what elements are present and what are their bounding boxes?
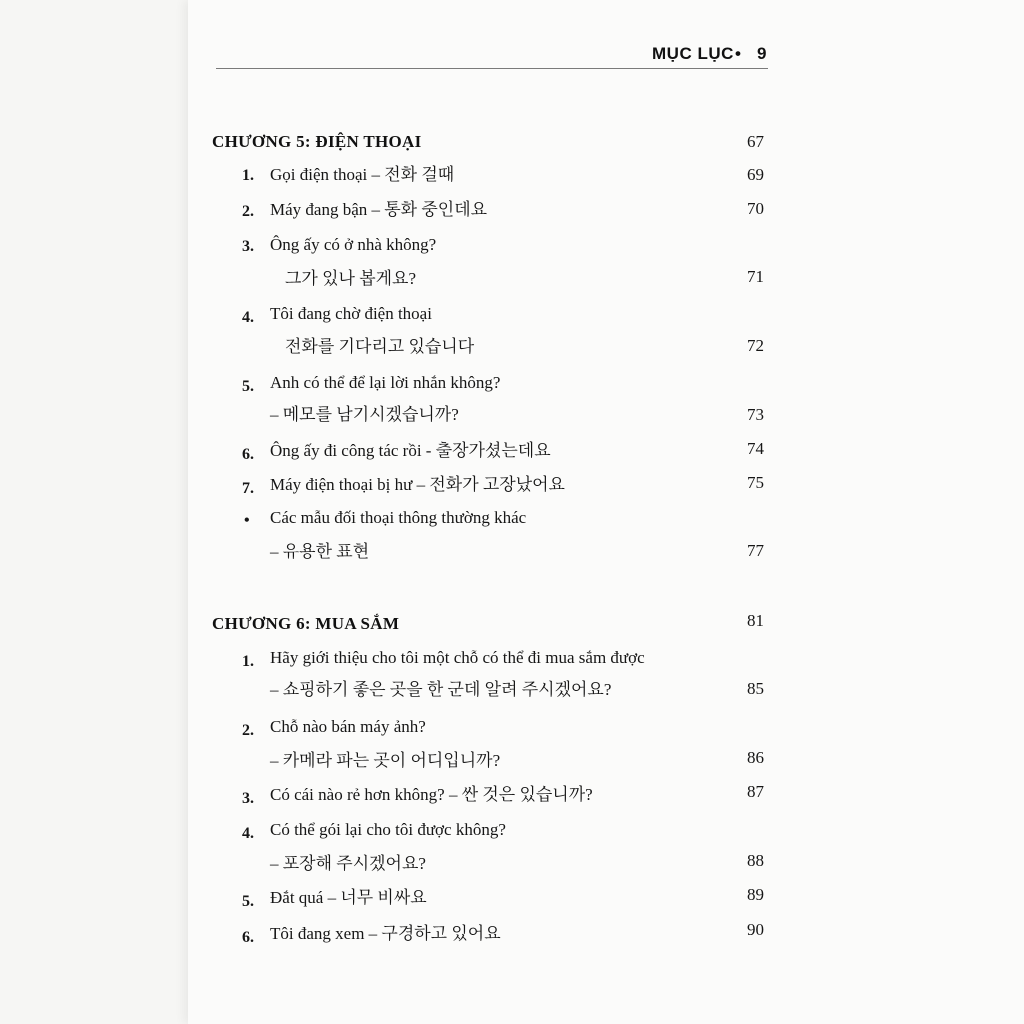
entry-page: 70 xyxy=(747,199,764,218)
item-number: 4. xyxy=(242,309,254,326)
item-number: 3. xyxy=(242,238,254,255)
item-number: 1. xyxy=(242,167,254,184)
toc-entry-continued: – 포장해 주시겠어요? xyxy=(270,854,426,873)
toc-entry: Tôi đang chờ điện thoại xyxy=(270,304,432,323)
entry-page: 85 xyxy=(747,679,764,698)
toc-entry: Gọi điện thoại – 전화 걸때 xyxy=(270,165,455,184)
toc-entry: Tôi đang xem – 구경하고 있어요 xyxy=(270,924,501,943)
toc-entry: Máy đang bận – 통화 중인데요 xyxy=(270,200,488,219)
chapter-title: CHƯƠNG 6: MUA SẮM xyxy=(212,614,400,633)
toc-entry: Có thể gói lại cho tôi được không? xyxy=(270,820,506,839)
entry-page: 87 xyxy=(747,782,764,801)
item-number: 4. xyxy=(242,825,254,842)
entry-page: 71 xyxy=(747,267,764,286)
bullet: • xyxy=(244,512,250,529)
item-number: 7. xyxy=(242,480,254,497)
entry-page: 69 xyxy=(747,165,764,184)
header-separator: • xyxy=(735,44,742,63)
chapter-page: 81 xyxy=(747,611,764,630)
entry-page: 90 xyxy=(747,920,764,939)
toc-entry-continued: 그가 있나 봅게요? xyxy=(285,269,416,288)
toc-entry-continued: – 카메라 파는 곳이 어디입니까? xyxy=(270,751,501,770)
chapter-page: 67 xyxy=(747,132,764,151)
item-number: 3. xyxy=(242,790,254,807)
toc-entry: Các mẫu đối thoại thông thường khác xyxy=(270,508,527,527)
chapter-title: CHƯƠNG 5: ĐIỆN THOẠI xyxy=(212,132,422,151)
item-number: 5. xyxy=(242,893,254,910)
header-title: MỤC LỤC xyxy=(652,44,734,63)
toc-entry: Hãy giới thiệu cho tôi một chỗ có thể đi mua sắm được xyxy=(270,648,645,667)
entry-page: 75 xyxy=(747,473,764,492)
entry-page: 73 xyxy=(747,405,764,424)
toc-entry-continued: – 유용한 표현 xyxy=(270,542,370,561)
toc-entry-continued: – 메모를 남기시겠습니까? xyxy=(270,405,459,424)
item-number: 2. xyxy=(242,722,254,739)
item-number: 6. xyxy=(242,929,254,946)
toc-entry: Ông ấy có ở nhà không? xyxy=(270,235,437,254)
entry-page: 74 xyxy=(747,439,764,458)
entry-page: 72 xyxy=(747,336,764,355)
entry-page: 77 xyxy=(747,541,764,560)
toc-entry: Anh có thể để lại lời nhắn không? xyxy=(270,373,501,392)
item-number: 1. xyxy=(242,653,254,670)
item-number: 5. xyxy=(242,378,254,395)
item-number: 6. xyxy=(242,446,254,463)
toc-entry: Đắt quá – 너무 비싸요 xyxy=(270,888,427,907)
toc-entry: Máy điện thoại bị hư – 전화가 고장났어요 xyxy=(270,475,565,494)
toc-entry: Có cái nào rẻ hơn không? – 싼 것은 있습니까? xyxy=(270,785,593,804)
entry-page: 89 xyxy=(747,885,764,904)
toc-entry: Chỗ nào bán máy ảnh? xyxy=(270,717,426,736)
header-rule xyxy=(216,68,768,69)
header-page-number: 9 xyxy=(757,44,767,63)
entry-page: 88 xyxy=(747,851,764,870)
toc-entry-continued: – 쇼핑하기 좋은 곳을 한 군데 알려 주시겠어요? xyxy=(270,680,612,699)
item-number: 2. xyxy=(242,203,254,220)
entry-page: 86 xyxy=(747,748,764,767)
toc-entry: Ông ấy đi công tác rồi - 출장가셨는데요 xyxy=(270,441,551,460)
running-header xyxy=(600,40,768,70)
toc-entry-continued: 전화를 기다리고 있습니다 xyxy=(285,337,475,356)
